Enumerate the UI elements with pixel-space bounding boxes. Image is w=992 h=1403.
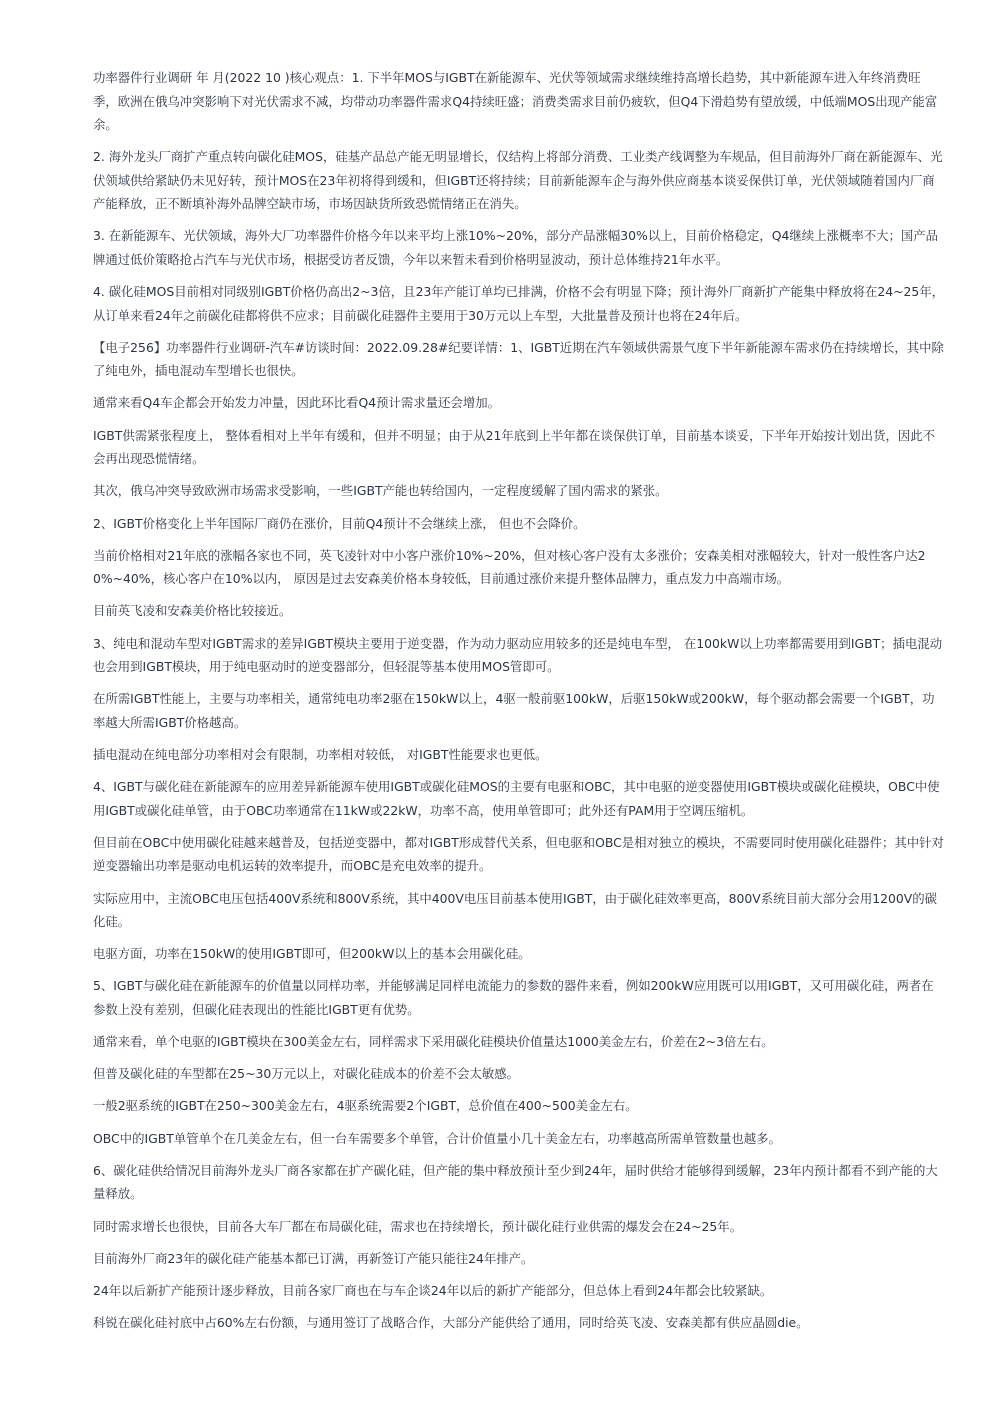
paragraph: 4. 碳化硅MOS目前相对同级别IGBT价格仍高出2~3倍，且23年产能订单均已排满，价格不会有明显下降；预计海外厂商新扩产能集中释放将在24~25年，从订单来看24年之前碳化硅都将供不应求；目前碳化硅器件主要用于30万元以上车型，大批量普及预计也将在24年后。: [93, 284, 945, 323]
paragraph: 3、纯电和混动车型对IGBT需求的差异IGBT模块主要用于逆变器，作为动力驱动应用较多的还是纯电车型， 在100kW以上功率都需要用到IGBT；插电混动也会用到IGBT模块，用于纯电驱动时的逆变器部分，但轻混等基本使用MOS管即可。: [93, 635, 943, 675]
paragraph: 目前海外厂商23年的碳化硅产能基本都已订满，再新签订产能只能往24年排产。: [93, 1250, 534, 1266]
document-body: [93, 66, 945, 1343]
paragraph: 一般2驱系统的IGBT在250~300美金左右，4驱系统需要2个IGBT，总价值在400~500美金左右。: [93, 1098, 638, 1114]
paragraph: 科锐在碳化硅衬底中占60%左右份额，与通用签订了战略合作，大部分产能供给了通用，同时给英飞凌、安森美都有供应晶圆die。: [93, 1315, 809, 1331]
paragraph: 5、IGBT与碳化硅在新能源车的价值量以同样功率，并能够满足同样电流能力的参数的器件来看，例如200kW应用既可以用IGBT，又可用碳化硅，两者在参数上没有差别，但碳化硅表现出的性能比IGBT更有优势。: [93, 978, 934, 1017]
paragraph: 在所需IGBT性能上，主要与功率相关，通常纯电功率2驱在150kW以上，4驱一般前驱100kW，后驱150kW或200kW，每个驱动都会需要一个IGBT，功率越大所需IGBT价格越高。: [93, 691, 935, 730]
paragraph: 3. 在新能源车、光伏领域，海外大厂功率器件价格今年以来平均上涨10%~20%，部分产品涨幅30%以上，目前价格稳定，Q4继续上涨概率不大；国产品牌通过低价策略抢占汽车与光伏市场，根据受访者反馈，今年以来暂未看到价格明显波动，预计总体维持21年水平。: [93, 228, 939, 267]
paragraph: 通常来看，单个电驱的IGBT模块在300美金左右，同样需求下采用碳化硅模块价值量达1000美金左右，价差在2~3倍左右。: [93, 1034, 774, 1050]
paragraph: 24年以后新扩产能预计逐步释放，目前各家厂商也在与车企谈24年以后的新扩产能部分，但总体上看到24年都会比较紧缺。: [93, 1282, 773, 1298]
paragraph: 2、IGBT价格变化上半年国际厂商仍在涨价，目前Q4预计不会继续上涨， 但也不会降价。: [93, 515, 586, 531]
paragraph: 2. 海外龙头厂商扩产重点转向碳化硅MOS，硅基产品总产能无明显增长，仅结构上将部分消费、工业类产线调整为车规品，但目前海外厂商在新能源车、光伏领域供给紧缺仍未见好转，预计MOS在23年初将得到缓和，但IGBT还将持续；目前新能源车企与海外供应商基本谈妥保供订单，光伏领域随着国内厂商产能释放，正不断填补海外品牌空缺市场，市场因缺货所致恐慌情绪正在消失。: [93, 149, 943, 212]
paragraph: 通常来看Q4车企都会开始发力冲量，因此环比看Q4预计需求量还会增加。: [93, 395, 500, 411]
paragraph: OBC中的IGBT单管单个在几美金左右，但一台车需要多个单管，合计价值量小几十美金左右，功率越高所需单管数量也越多。: [93, 1130, 781, 1146]
paragraph: 6、碳化硅供给情况目前海外龙头厂商各家都在扩产碳化硅，但产能的集中释放预计至少到24年，届时供给才能够得到缓解，23年内预计都看不到产能的大量释放。: [93, 1162, 938, 1202]
paragraph: 功率器件行业调研 年 月(2022 10 )核心观点：1. 下半年MOS与IGBT在新能源车、光伏等领域需求继续维持高增长趋势，其中新能源车进入年终消费旺季，欧洲在俄乌冲突影响下对光伏需求不减，均带动功率器件需求Q4持续旺盛；消费类需求目前仍疲软，但Q4下滑趋势有望放缓，中低端MOS出现产能富余。: [93, 70, 938, 132]
paragraph: 【电子256】功率器件行业调研-汽车#访谈时间：2022.09.28#纪要详情：1、IGBT近期在汽车领域供需景气度下半年新能源车需求仍在持续增长，其中除了纯电外，插电混动车型增长也很快。: [93, 339, 944, 379]
paragraph: 实际应用中，主流OBC电压包括400V系统和800V系统，其中400V电压目前基本使用IGBT，由于碳化硅效率更高，800V系统目前大部分会用1200V的碳化硅。: [93, 890, 938, 929]
paragraph: 但普及碳化硅的车型都在25~30万元以上，对碳化硅成本的价差不会太敏感。: [93, 1066, 520, 1082]
paragraph: IGBT供需紧张程度上， 整体看相对上半年有缓和，但并不明显；由于从21年底到上半年都在谈保供订单，目前基本谈妥，下半年开始按计划出货，因此不会再出现恐慌情绪。: [93, 427, 936, 467]
paragraph: 当前价格相对21年底的涨幅各家也不同，英飞凌针对中小客户涨价10%~20%，但对核心客户没有太多涨价；安森美相对涨幅较大，针对一般性客户达20%~40%，核心客户在10%以内， 原因是过去安森美价格本身较低，目前通过涨价来提升整体品牌力，重点发力中高端市场。: [93, 547, 926, 587]
paragraph: 其次，俄乌冲突导致欧洲市场需求受影响，一些IGBT产能也转给国内，一定程度缓解了国内需求的紧张。: [93, 483, 668, 499]
paragraph: 目前英飞凌和安森美价格比较接近。: [93, 603, 292, 619]
paragraph: 4、IGBT与碳化硅在新能源车的应用差异新能源车使用IGBT或碳化硅MOS的主要有电驱和OBC，其中电驱的逆变器使用IGBT模块或碳化硅模块，OBC中使用IGBT或碳化硅单管，由于OBC功率通常在11kW或22kW，功率不高，使用单管即可；此外还有PAM用于空调压缩机。: [93, 779, 940, 818]
paragraph: 同时需求增长也很快，目前各大车厂都在布局碳化硅，需求也在持续增长，预计碳化硅行业供需的爆发会在24~25年。: [93, 1218, 743, 1234]
paragraph: 插电混动在纯电部分功率相对会有限制，功率相对较低， 对IGBT性能要求也更低。: [93, 746, 548, 762]
paragraph: 但目前在OBC中使用碳化硅越来越普及，包括逆变器中，都对IGBT形成替代关系，但电驱和OBC是相对独立的模块，不需要同时使用碳化硅器件；其中针对逆变器输出功率是驱动电机运转的效率提升，而OBC是充电效率的提升。: [93, 834, 944, 874]
paragraph: 电驱方面，功率在150kW的使用IGBT即可，但200kW以上的基本会用碳化硅。: [93, 946, 531, 962]
